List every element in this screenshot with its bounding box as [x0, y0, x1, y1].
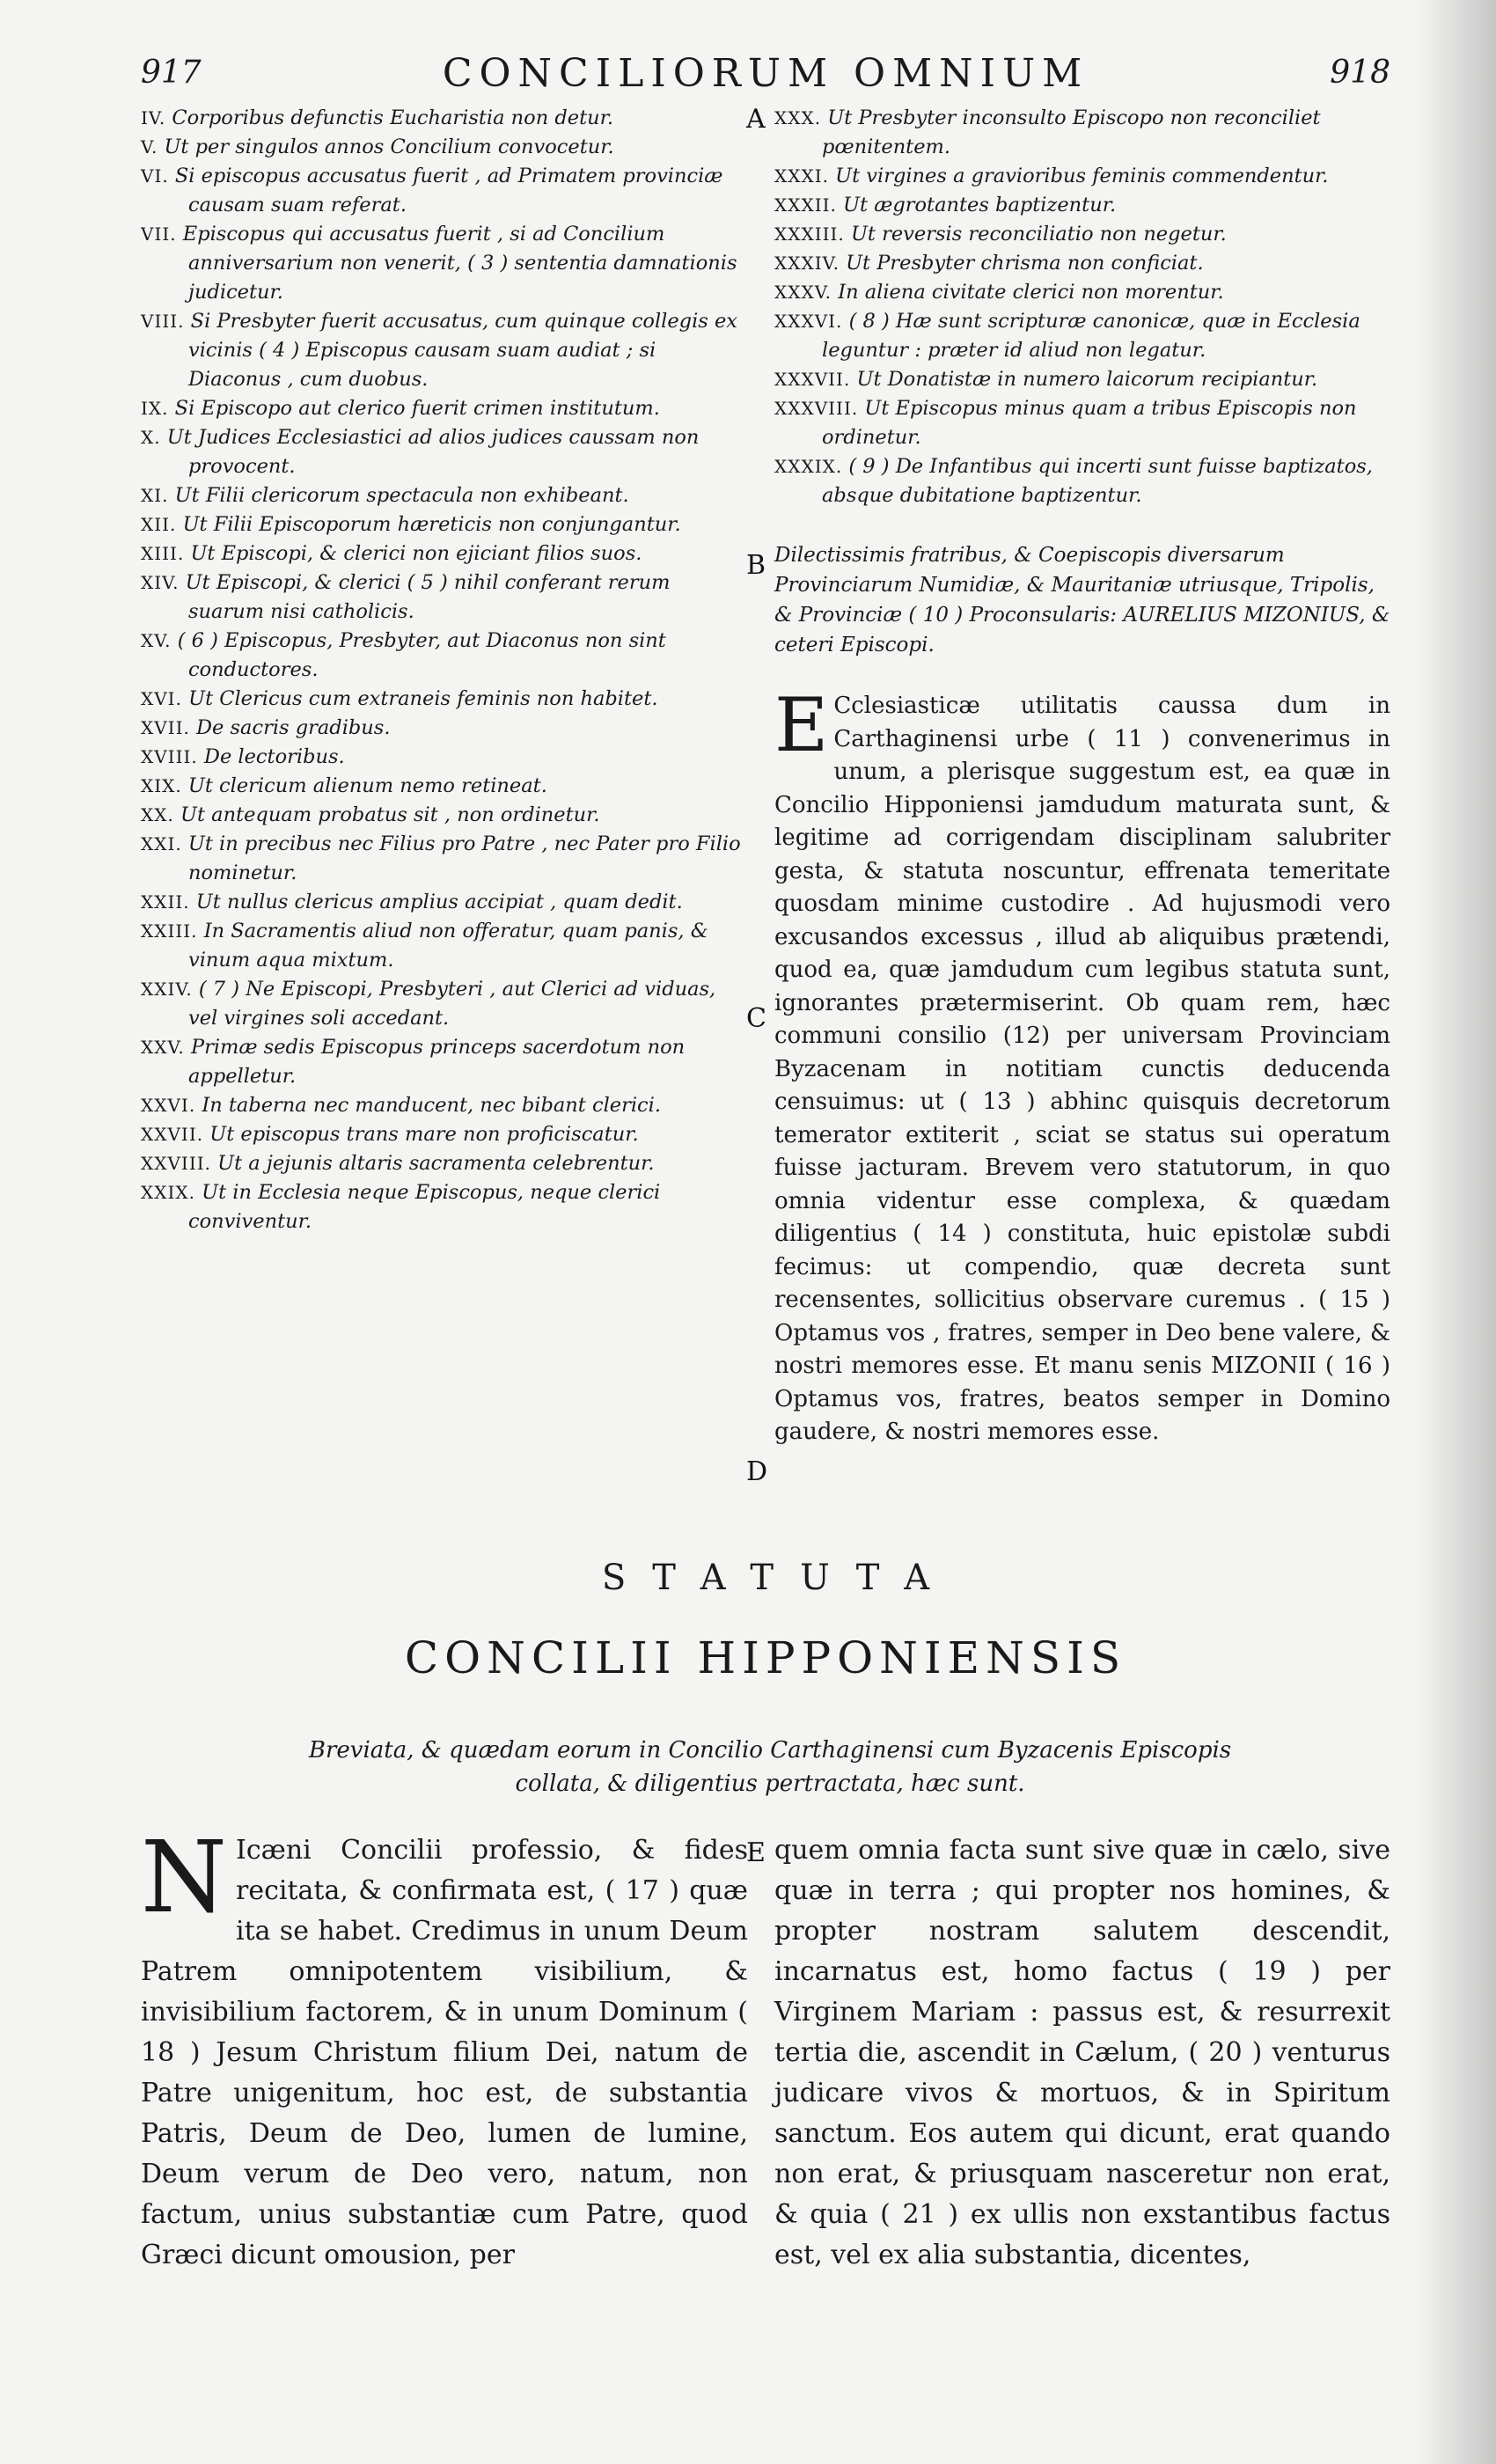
canon-number: XXXI.: [774, 165, 829, 187]
canon-number: XXIX.: [141, 1182, 195, 1203]
body-text-right: quem omnia facta sunt sive quæ in cælo, sive quæ in terra ; qui propter nos homines, & propter nostram salutem descendit, incarnatus est, homo factus ( 19 ) per Virginem Mariam : passus est, & resurrexit tertia die, ascendit in Cælum, ( 20 ) venturus judicare vivos & mortuos, & in Spiritum sanctum. Eos autem qui dicunt, erat quando non erat, & priusquam nasceretur non erat, & quia ( 21 ) ex ullis non exstantibus factus est, vel ex alia substantia, dicentes,: [774, 1835, 1390, 2270]
canon-number: XVI.: [141, 688, 182, 709]
canon-item: [774, 394, 1390, 452]
canon-text: Si episcopus accusatus fuerit , ad Primatem provinciæ causam suam referat.: [174, 165, 723, 216]
canon-item: [141, 743, 748, 772]
canon-text: Ut antequam probatus sit , non ordinetur.: [180, 803, 600, 826]
canon-item: [141, 307, 748, 394]
letter-body: [774, 682, 1390, 1449]
canon-item: [141, 1178, 748, 1236]
running-title: CONCILIORUM OMNIUM: [442, 51, 1089, 96]
canon-item: [774, 452, 1390, 510]
canon-number: XXXII.: [774, 194, 837, 216]
canon-number: XV.: [141, 630, 172, 651]
page-edge-shadow: [1417, 0, 1496, 2464]
canon-text: Primæ sedis Episcopus princeps sacerdotum non appelletur.: [188, 1036, 686, 1088]
canon-item: [141, 423, 748, 481]
canon-item: [141, 568, 748, 627]
canon-item: [141, 539, 748, 568]
canon-item: [141, 510, 748, 539]
section-title: CONCILII HIPPONIENSIS: [404, 1632, 1127, 1683]
canon-item: [141, 1149, 748, 1178]
canon-number: XXVIII.: [141, 1153, 211, 1174]
canon-text: Ut Donatistæ in numero laicorum recipiantur.: [856, 368, 1318, 391]
canon-item: [141, 801, 748, 830]
canon-text: Ut reversis reconciliatio non negetur.: [850, 223, 1227, 246]
canon-item: [141, 830, 748, 888]
section-subtitle: Breviata, & quædam eorum in Concilio Carthaginensi cum Byzacenis Episcopis collata, & diligentius pertractata, hæc sunt.: [308, 1737, 1232, 1797]
canon-number: XIII.: [141, 543, 185, 564]
canon-text: De lectoribus.: [203, 745, 345, 768]
canon-number: XXV.: [141, 1037, 185, 1058]
canon-text: Ut Filii clericorum spectacula non exhibeant.: [174, 484, 629, 507]
canon-text: Ut Presbyter chrisma non conficiat.: [846, 252, 1204, 275]
canon-item: [141, 1120, 748, 1149]
canon-number: IX.: [141, 398, 169, 419]
canon-item: [141, 394, 748, 423]
canon-number: XXIV.: [141, 979, 193, 1000]
canon-list-left: [141, 104, 748, 1236]
canon-number: IV.: [141, 107, 166, 128]
body-left-text: Icæni Concilii professio, & fides recitata, & confirmata est, ( 17 ) quæ ita se habet. Credimus in unum Deum Patrem omnipotentem visibilium, & invisibilium factorem, & in unum Dominum ( 18 ) Jesum Christum filium Dei, natum de Patre unigenitum, hoc est, de substantia Patris, Deum de Deo, lumen de lumine, Deum verum de Deo vero, natum, non factum, unius substantiæ cum Patre, quod Græci dicunt omousion, per: [141, 1835, 748, 2270]
canon-text: Ut clericum alienum nemo retineat.: [187, 774, 547, 797]
canon-number: XX.: [141, 804, 174, 825]
canon-text: Ut Presbyter inconsulto Episcopo non reconciliet pœnitentem.: [822, 106, 1321, 158]
letter-text: Cclesiasticæ utilitatis caussa dum in Carthaginensi urbe ( 11 ) convenerimus in unum, a plerisque suggestum est, ea quæ in Concilio Hipponiensi jamdudum maturata sunt, & legitime ad corrigendam disciplinam salubriter gesta, & statuta noscuntur, effrenata temeritate quosdam minime custodire . Ad hujusmodi vero excusandos excessus , illud ab aliquibus prætendi, quod ea, quæ jamdudum cum legibus statuta sunt, ignorantes prætermiserint. Ob quam rem, hæc communi consilio (12) per universam Provinciam Byzacenam in notitiam cunctis deducenda censuimus: ut ( 13 ) abhinc quisquis decretorum temerator extiterit , sciat se status sui operatum fuisse jacturam. Brevem vero statutorum, in quo omnia videntur esse complexa, & quædam diligentius ( 14 ) constituta, huic epistolæ subdi fecimus: ut compendio, quæ decreta sunt recensentes, sollicitius observare curemus . ( 15 ) Optamus vos , fratres, semper in Deo bene valere, & nostri memores esse. Et manu senis MIZONII ( 16 ) Optamus vos, fratres, beatos semper in Domino gaudere, & nostri memores esse.: [774, 693, 1390, 1445]
margin-letter-a: A: [746, 104, 766, 135]
body-drop-cap: N: [141, 1821, 227, 1935]
canon-number: XVIII.: [141, 746, 198, 767]
canon-number: XII.: [141, 514, 177, 535]
canon-item: [141, 888, 748, 917]
page-number-right: 918: [1330, 55, 1390, 91]
canon-item: [141, 162, 748, 220]
canon-item: [141, 220, 748, 307]
canon-number: XXXIV.: [774, 253, 840, 274]
canon-number: XXIII.: [141, 920, 198, 942]
canon-text: Episcopus qui accusatus fuerit , si ad Concilium anniversarium non venerit, ( 3 ) sententia damnationis judicetur.: [182, 223, 737, 304]
canon-text: Ut ægrotantes baptizentur.: [843, 194, 1117, 216]
canon-item: [774, 365, 1390, 394]
canon-item: [141, 975, 748, 1033]
canon-text: Ut in precibus nec Filius pro Patre , nec Pater pro Filio nominetur.: [187, 832, 741, 884]
canon-text: Ut Clericus cum extraneis feminis non habitet.: [188, 687, 658, 710]
canon-text: Ut virgines a gravioribus feminis commendentur.: [835, 165, 1329, 187]
margin-letter-d: D: [746, 1456, 768, 1487]
canon-number: VIII.: [141, 311, 185, 332]
canon-number: XI.: [141, 485, 169, 506]
canon-item: [141, 917, 748, 975]
canon-text: Ut Episcopus minus quam a tribus Episcopis non ordinetur.: [822, 397, 1357, 449]
drop-cap-letter: E: [774, 682, 829, 768]
canon-number: VII.: [141, 224, 177, 245]
canon-text: ( 9 ) De Infantibus qui incerti sunt fuisse baptizatos, absque dubitatione baptizentur.: [822, 455, 1373, 507]
canon-number: V.: [141, 136, 158, 158]
canon-text: In aliena civitate clerici non morentur.: [838, 281, 1224, 304]
canon-item: [774, 249, 1390, 278]
canon-text: Ut per singulos annos Concilium convocetur.: [164, 136, 614, 158]
canon-text: Ut Episcopi, & clerici ( 5 ) nihil conferant rerum suarum nisi catholicis.: [185, 571, 671, 623]
canon-item: [774, 162, 1390, 191]
canon-text: In taberna nec manducent, nec bibant clerici.: [202, 1094, 661, 1117]
canon-item: [774, 104, 1390, 162]
canon-text: ( 8 ) Hæ sunt scripturæ canonicæ, quæ in Ecclesia leguntur : præter id aliud non legatur.: [822, 310, 1360, 362]
canon-number: VI.: [141, 165, 169, 187]
page-header: [141, 51, 1390, 104]
margin-letter-c: C: [746, 1003, 766, 1034]
letter-salutation: Dilectissimis fratribus, & Coepiscopis diversarum Provinciarum Numidiæ, & Mauritaniæ utriusque, Tripolis, & Provinciæ ( 10 ) Proconsularis: AURELIUS MIZONIUS, & ceteri Episcopi.: [774, 544, 1390, 656]
canon-item: [141, 481, 748, 510]
canon-item: [141, 772, 748, 801]
canon-text: Corporibus defunctis Eucharistia non detur.: [172, 106, 614, 129]
canon-text: Ut a jejunis altaris sacramenta celebrentur.: [217, 1152, 655, 1175]
canon-item: [141, 685, 748, 714]
page-number-left: 917: [141, 55, 202, 91]
canon-text: Si Presbyter fuerit accusatus, cum quinque collegis ex vicinis ( 4 ) Episcopus causam suam audiat ; si Diaconus , cum duobus.: [188, 310, 737, 391]
canon-text: ( 6 ) Episcopus, Presbyter, aut Diaconus non sint conductores.: [177, 629, 666, 681]
canon-item: [141, 1033, 748, 1091]
canon-number: XIV.: [141, 572, 180, 593]
canon-number: XXI.: [141, 833, 182, 854]
canon-item: [774, 278, 1390, 307]
canon-number: XXXVIII.: [774, 398, 859, 419]
canon-number: XXXIX.: [774, 456, 843, 477]
canon-item: [141, 104, 748, 133]
canon-number: XXVI.: [141, 1095, 196, 1116]
canon-number: XIX.: [141, 775, 182, 796]
margin-letter-e: E: [746, 1837, 766, 1868]
canon-text: Ut episcopus trans mare non proficiscatur.: [209, 1123, 639, 1146]
canon-text: Ut in Ecclesia neque Episcopus, neque clerici conviventur.: [188, 1181, 661, 1233]
canon-text: Si Episcopo aut clerico fuerit crimen institutum.: [174, 397, 660, 420]
canon-number: X.: [141, 427, 161, 448]
canon-number: XXVII.: [141, 1124, 204, 1145]
canon-text: In Sacramentis aliud non offeratur, quam panis, & vinum aqua mixtum.: [188, 920, 708, 972]
canon-number: XXXVI.: [774, 311, 843, 332]
canon-item: [774, 307, 1390, 365]
canon-list-right: [774, 104, 1390, 510]
body-text-left: [141, 1821, 748, 2276]
canon-text: Ut Episcopi, & clerici non ejiciant filios suos.: [190, 542, 642, 565]
canon-item: [141, 1091, 748, 1120]
section-heading-word: STATUTA: [601, 1558, 957, 1598]
canon-text: Ut Filii Episcoporum hæreticis non conjungantur.: [182, 513, 681, 536]
canon-number: XVII.: [141, 717, 190, 738]
canon-item: [141, 627, 748, 685]
canon-number: XXXVII.: [774, 369, 851, 390]
canon-text: De sacris gradibus.: [196, 716, 391, 739]
canon-number: XXII.: [141, 891, 190, 913]
right-column: [774, 104, 1390, 1449]
canon-number: XXXIII.: [774, 224, 845, 245]
canon-item: [141, 133, 748, 162]
canon-item: [774, 220, 1390, 249]
canon-item: [141, 714, 748, 743]
margin-letter-b: B: [746, 550, 766, 581]
canon-text: Ut nullus clericus amplius accipiat , quam dedit.: [195, 891, 683, 913]
canon-text: ( 7 ) Ne Episcopi, Presbyteri , aut Clerici ad viduas, vel virgines soli accedant.: [188, 978, 716, 1030]
canon-number: XXX.: [774, 107, 822, 128]
canon-number: XXXV.: [774, 282, 832, 303]
canon-item: [774, 191, 1390, 220]
canon-text: Ut Judices Ecclesiastici ad alios judices caussam non provocent.: [166, 426, 700, 478]
